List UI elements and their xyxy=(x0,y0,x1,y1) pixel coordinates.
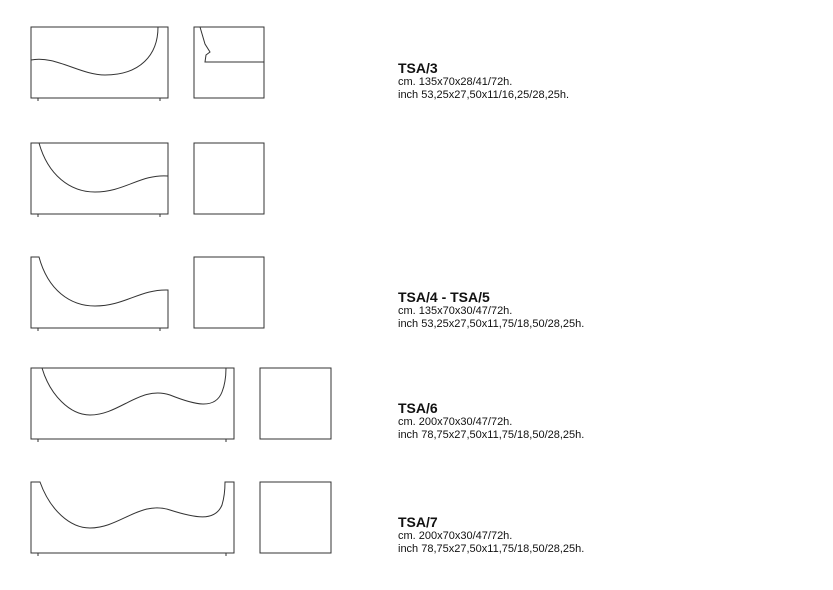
model-name: TSA/7 xyxy=(398,514,438,530)
product-spec-tsa3 xyxy=(398,60,569,101)
tsa5-side-view xyxy=(194,257,264,328)
tsa6-side-view xyxy=(260,368,331,439)
dimensions-inch: inch 78,75x27,50x11,75/18,50/28,25h. xyxy=(398,542,585,555)
product-spec-tsa4-tsa5 xyxy=(398,289,584,330)
tsa6-front-view xyxy=(31,368,234,442)
tsa3-side-view xyxy=(194,27,264,98)
dimensions-cm: cm. 200x70x30/47/72h. xyxy=(398,530,513,542)
tsa4-front-view xyxy=(31,143,168,217)
dimensions-cm: cm. 135x70x30/47/72h. xyxy=(398,305,513,317)
dimensions-inch: inch 53,25x27,50x11,75/18,50/28,25h. xyxy=(398,317,585,330)
model-name: TSA/4 - TSA/5 xyxy=(398,289,490,305)
dimensions-cm: cm. 200x70x30/47/72h. xyxy=(398,416,513,428)
tsa7-front-view xyxy=(31,482,234,556)
tsa7-side-view xyxy=(260,482,331,553)
product-spec-tsa7 xyxy=(398,514,584,555)
dimensions-inch: inch 78,75x27,50x11,75/18,50/28,25h. xyxy=(398,428,585,441)
tsa3-front-view xyxy=(31,27,168,101)
dimensions-inch: inch 53,25x27,50x11/16,25/28,25h. xyxy=(398,88,570,101)
dimensions-cm: cm. 135x70x28/41/72h. xyxy=(398,76,513,88)
tsa5-front-view xyxy=(31,257,168,331)
model-name: TSA/6 xyxy=(398,400,438,416)
tsa4-side-view xyxy=(194,143,264,214)
product-spec-tsa6 xyxy=(398,400,584,441)
model-name: TSA/3 xyxy=(398,60,438,76)
